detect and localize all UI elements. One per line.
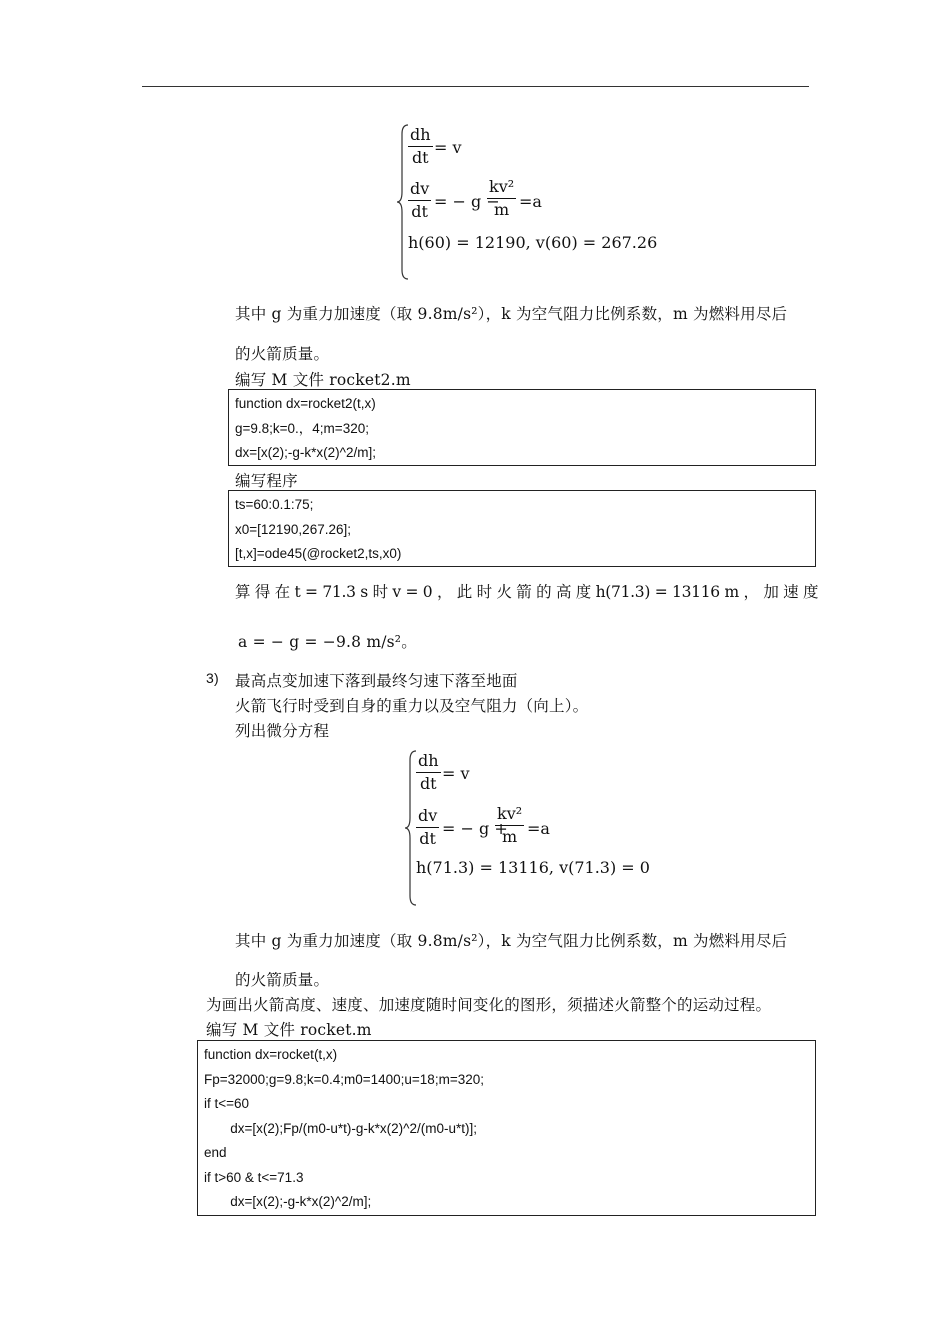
fraction-denominator: m: [493, 200, 510, 219]
code-block-rocket: [197, 1040, 816, 1216]
result-line-1: 算 得 在 t = 71.3 s 时 v = 0 ， 此 时 火 箭 的 高 度 h(71.3) = 13116 m ， 加 速 度: [235, 583, 819, 601]
fraction-numerator: dh: [410, 125, 431, 144]
fraction-numerator: kv²: [489, 177, 515, 196]
paragraph-2-line-1: 其中 g 为重力加速度（取 9.8m/s²），k 为空气阻力比例系数，m 为燃料用尽后: [235, 932, 788, 950]
code-line: function dx=rocket2(t,x): [235, 396, 376, 411]
fraction-numerator: kv²: [497, 804, 523, 823]
dv-middle: = − g −: [434, 192, 500, 211]
dv-rhs: =a: [527, 819, 550, 838]
code-line: Fp=32000;g=9.8;k=0.4;m0=1400;u=18;m=320;: [204, 1071, 484, 1087]
label-mfile-rocket2: 编写 M 文件 rocket2.m: [235, 371, 411, 389]
paragraph-3: 为画出火箭高度、速度、加速度随时间变化的图形，须描述火箭整个的运动过程。: [206, 996, 772, 1014]
fraction-numerator: dh: [418, 751, 439, 770]
code-line: g=9.8;k=0.，4;m=320;: [235, 420, 369, 436]
fraction-denominator: dt: [411, 148, 429, 167]
dv-dt-fraction: [408, 181, 431, 220]
code-line: function dx=rocket(t,x): [204, 1047, 338, 1062]
label-program: 编写程序: [235, 472, 298, 490]
section-3-number: 3): [206, 670, 219, 686]
section-3-line-2: 火箭飞行时受到自身的重力以及空气阻力（向上）。: [235, 697, 589, 715]
dh-rhs: = v: [442, 764, 470, 783]
code-line: x0=[12190,267.26];: [235, 521, 351, 537]
fraction-bar: [416, 827, 439, 828]
section-3-line-3: 列出微分方程: [235, 722, 330, 740]
fraction-denominator: dt: [419, 774, 437, 793]
fraction-denominator: dt: [411, 202, 428, 221]
dh-rhs: = v: [434, 138, 462, 157]
code-block-rocket2: [228, 389, 816, 466]
fraction-bar: [408, 146, 433, 147]
kv-m-fraction: [487, 179, 516, 218]
fraction-bar: [416, 772, 441, 773]
dv-rhs: =a: [519, 192, 542, 211]
dv-dt-fraction: [416, 808, 439, 847]
dh-dt-fraction: [408, 127, 433, 166]
label-mfile-rocket: 编写 M 文件 rocket.m: [206, 1021, 372, 1039]
code-line: if t>60 & t<=71.3: [204, 1169, 304, 1185]
code-line: [t,x]=ode45(@rocket2,ts,x0): [235, 546, 402, 561]
result-line-2: a = − g = −9.8 m/s²。: [238, 633, 417, 651]
dh-dt-fraction: [416, 753, 441, 792]
initial-conditions: h(60) = 12190, v(60) = 267.26: [408, 233, 658, 252]
code-line: dx=[x(2);-g-k*x(2)^2/m];: [235, 445, 376, 460]
code-line: if t<=60: [204, 1096, 250, 1111]
code-line: end: [204, 1145, 227, 1160]
paragraph-2-line-2: 的火箭质量。: [235, 971, 330, 989]
fraction-bar: [495, 825, 524, 826]
section-3-title: 最高点变加速下落到最终匀速下落至地面: [235, 672, 518, 690]
code-block-program: [228, 490, 816, 567]
fraction-denominator: dt: [419, 829, 436, 848]
fraction-bar: [487, 198, 516, 199]
initial-conditions: h(71.3) = 13116, v(71.3) = 0: [416, 858, 650, 877]
paragraph-1-line-1: 其中 g 为重力加速度（取 9.8m/s²），k 为空气阻力比例系数，m 为燃料用尽后: [235, 305, 788, 323]
kv-m-fraction: [495, 806, 524, 845]
paragraph-1-line-2: 的火箭质量。: [235, 345, 330, 363]
fraction-denominator: m: [501, 827, 518, 846]
code-line: ts=60:0.1:75;: [235, 497, 314, 512]
code-line: dx=[x(2);-g-k*x(2)^2/m];: [204, 1194, 372, 1209]
header-rule: [142, 86, 809, 87]
code-line: dx=[x(2);Fp/(m0-u*t)-g-k*x(2)^2/(m0-u*t)];: [204, 1120, 478, 1136]
dv-middle: = − g +: [442, 819, 508, 838]
fraction-bar: [408, 200, 431, 201]
fraction-numerator: dv: [418, 806, 438, 825]
fraction-numerator: dv: [410, 179, 430, 198]
